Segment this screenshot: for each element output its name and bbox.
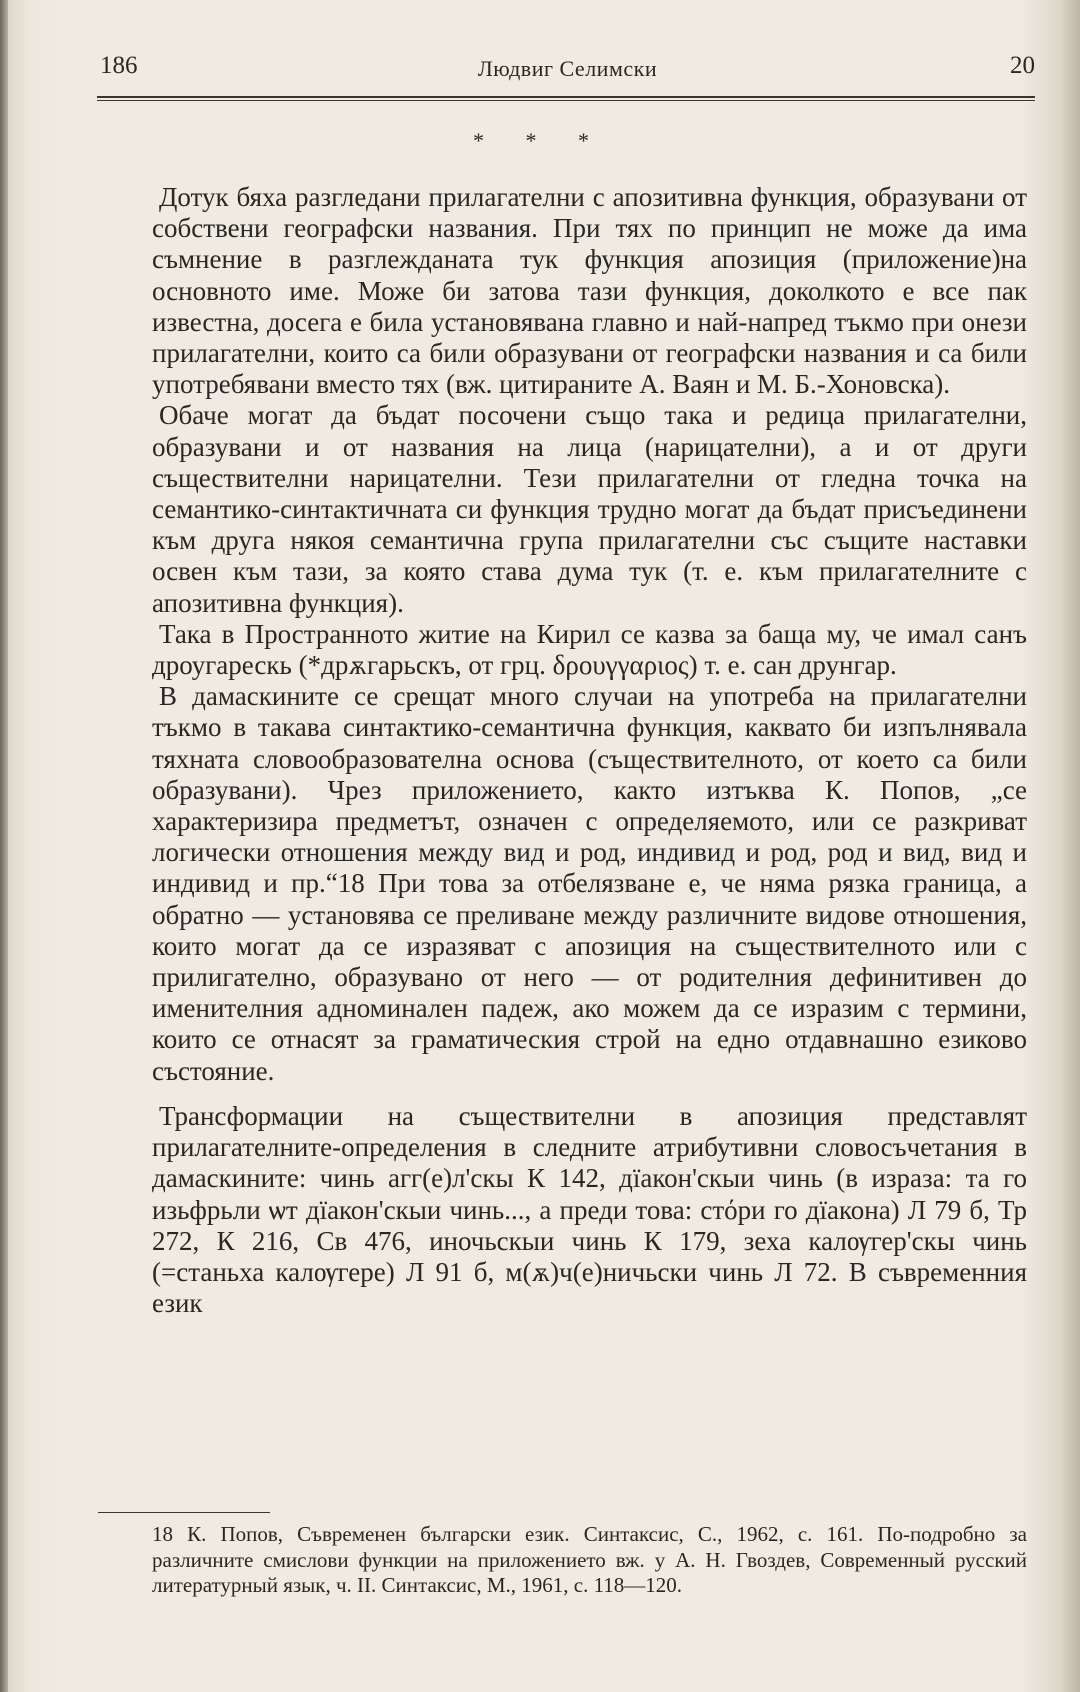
footnote-rule [98, 1512, 270, 1513]
section-separator: * * * [473, 128, 607, 153]
header-rule [97, 96, 1035, 101]
paragraph-1: Дотук бяха разгледани прилагателни с апозитивна функция, образувани от собствени географски названия. При тях по принцип не може да има съмнение в разглежданата тук функция апозиция (приложение)на основното име. Може би затова тази функция, доколкото е все пак известна, досега е била установявана главно и най-напред тъкмо при онези прилагателни, които са били образувани от географски названия и са били употребявани вместо тях (вж. цитираните А. Ваян и М. Б.-Хоновска). [152, 182, 1027, 400]
paragraph-2: Обаче могат да бъдат посочени също така и редица прилагателни, образувани и от названия на лица (нарицателни), а и от други съществителни нарицателни. Тези прилагателни от гледна точка на семантико-синтактичната си функция трудно могат да бъдат присъединени към друга някоя семантична група прилагателни със същите наставки освен към тази, за която става дума тук (т. е. към прилагателните с апозитивна функция). [152, 400, 1027, 618]
page-number: 186 [100, 52, 138, 79]
book-spine-shadow [0, 0, 8, 1692]
section-number: 20 [1010, 52, 1035, 79]
paragraph-gap [152, 1087, 1027, 1101]
main-text [152, 182, 1027, 1319]
page-header [100, 52, 1035, 92]
paragraph-3: Така в Пространното житие на Кирил се казва за баща му, че имал санъ дроугарескь (*дрѫгарьскъ, от грц. δρουγγαριος) т. е. сан друнгар. [152, 618, 1027, 681]
running-title: Людвиг Селимски [477, 56, 658, 81]
paragraph-4: В дамаскините се срещат много случаи на употреба на прилагателни тъкмо в такава синтактико-семантична функция, каквато би изпълнявала тяхната словообразователна основа (съществителното, от което са били образувани). Чрез приложението, както изтъква К. Попов, „се характеризира предметът, означен с определяемото, или се разкриват логически отношения между вид и род, индивид и род, род и вид, вид и индивид и пр.“18 При това за отбелязване е, че няма рязка граница, а обратно — установява се преливане между различните видове отношения, които могат да се изразяват с апозиция на съществителното или с прилигателно, образувано от него — от родителния дефинитивен до именителния адноминален падеж, ако можем да се изразим с термини, които се отнасят за граматическия строй на едно отдавнашно езиково състояние. [152, 681, 1027, 1086]
footnote-18: 18 К. Попов, Съвременен български език. Синтаксис, С., 1962, с. 161. По-подробно за различните смислови функции на приложението вж. у А. Н. Гвоздев, Современный русский литературный язык, ч. II. Синтаксис, М., 1961, с. 118—120. [152, 1522, 1027, 1597]
paragraph-5: Трансформации на съществителни в апозиция представлят прилагателните-определения в следните атрибутивни словосъчетания в дамаскините: чинь агг(е)л'скы К 142, дїакон'скыи чинь (в израза: та го изьфрьли ѡт дїакон'скыи чинь..., а преди това: стόри го дїакона) Л 79 б, Тр 272, К 216, Св 476, иночьскыи чинь К 179, зеха калѹгер'скы чинь (=станьха калѹгере) Л 91 б, м(ѫ)ч(е)ничьски чинь Л 72. В съвременния език [152, 1100, 1027, 1319]
